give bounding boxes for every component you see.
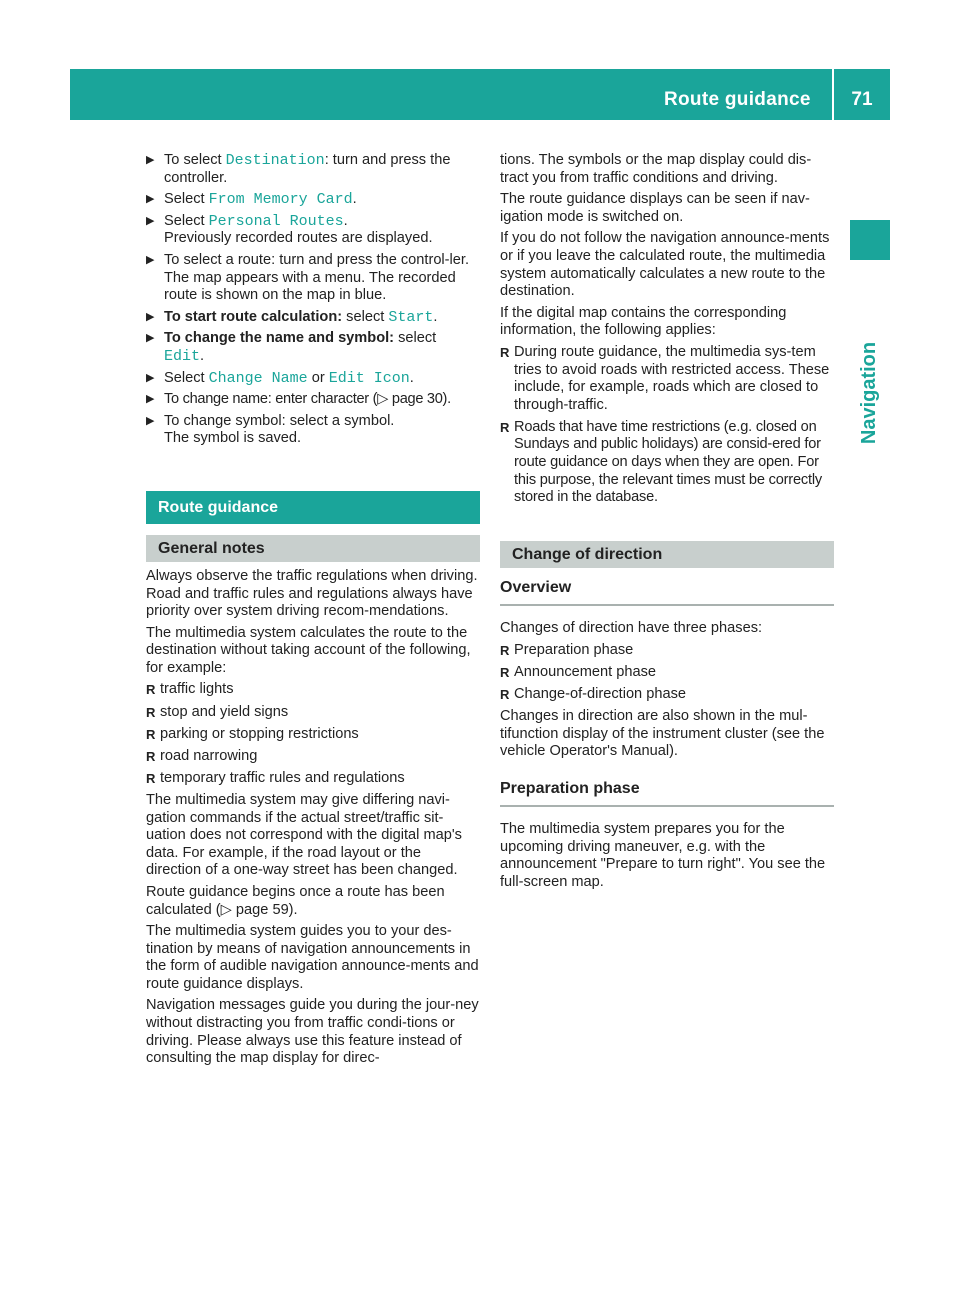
list-item: R During route guidance, the multimedia sys-tem tries to avoid roads with restricted access. These include, for example, roads which are closed to through-traffic. [500, 343, 830, 413]
paragraph: Changes in direction are also shown in the mul-tifunction display of the instrument cluster (see the vehicle Operator's Manual). [500, 708, 825, 760]
list-item: R parking or stopping restrictions [146, 725, 359, 742]
side-tab-label: Navigation [858, 341, 880, 445]
subsection-heading: Preparation phase [500, 779, 834, 807]
arrow-icon: ▶ [146, 310, 155, 323]
bullet-icon: R [500, 664, 510, 680]
step-result: The map appears with a menu. The recorded route is shown on the map in blue. [164, 269, 456, 304]
bullet-icon: R [500, 419, 510, 435]
page-number: 71 [851, 89, 873, 110]
list-item: R Announcement phase [500, 663, 656, 680]
step-result: Previously recorded routes are displayed. [164, 230, 433, 247]
step: ▶ To select Destination: turn and press the controller. [146, 152, 451, 186]
section-heading: Change of direction [500, 541, 834, 568]
bullet-icon: R [146, 770, 156, 786]
paragraph: The multimedia system guides you to your des-tination by means of navigation announcements in the form of audible navigation announce-ments and route guidance displays. [146, 923, 479, 992]
menu-item-personal-routes: Personal Routes [208, 212, 344, 230]
menu-item-from-memory-card: From Memory Card [208, 191, 353, 209]
arrow-icon: ▶ [146, 371, 155, 384]
paragraph: Navigation messages guide you during the jour-ney without distracting you from traffic condi-tions or driving. Please always use this feature instead of consulting the map display for direc- [146, 997, 479, 1067]
paragraph: If the digital map contains the corresponding information, the following applies: [500, 304, 787, 339]
bullet-icon: R [500, 642, 510, 658]
step: ▶ To change the name and symbol: select Edit. [146, 330, 437, 365]
list-item: R Roads that have time restrictions (e.g. closed on Sundays and public holidays) are consid-ered for route guidance on days when they are open. For this purpose, the relevant times must be correctly stored in the database. [500, 418, 822, 506]
arrow-icon: ▶ [146, 393, 155, 406]
arrow-icon: ▶ [146, 253, 155, 266]
menu-item-edit-icon: Edit Icon [328, 369, 410, 387]
bullet-icon: R [146, 682, 156, 698]
right-column [500, 152, 834, 895]
step: ▶ Select Personal Routes. Previously recorded routes are displayed. [146, 212, 433, 247]
menu-item-destination: Destination [225, 152, 325, 169]
bullet-icon: R [500, 344, 510, 360]
paragraph: The route guidance displays can be seen if nav-igation mode is switched on. [500, 191, 810, 225]
paragraph: If you do not follow the navigation announce-ments or if you leave the calculated route, the multimedia system automatically calculates a new route to the destination. [500, 230, 830, 300]
menu-item-start: Start [388, 308, 434, 326]
bullet-icon: R [146, 726, 156, 742]
paragraph: The multimedia system prepares you for the upcoming driving maneuver, e.g. with the announcement "Prepare to turn right". You see the full-screen map. [500, 820, 826, 890]
page-reference[interactable]: page 30). [388, 391, 451, 408]
left-column [146, 152, 480, 1072]
step-result: The symbol is saved. [164, 430, 302, 447]
page-reference-icon: ▷ [377, 391, 389, 408]
side-tab-marker [850, 220, 890, 260]
section-heading: Route guidance [146, 491, 480, 524]
step: ▶ Select Change Name or Edit Icon. [146, 369, 414, 387]
arrow-icon: ▶ [146, 414, 155, 427]
list-item: R Preparation phase [500, 641, 634, 658]
bullet-icon: R [146, 704, 156, 720]
arrow-icon: ▶ [146, 214, 155, 227]
list-item: R temporary traffic rules and regulations [146, 769, 405, 786]
menu-item-edit: Edit [164, 347, 201, 365]
paragraph: Changes of direction have three phases: [500, 620, 763, 637]
bullet-icon: R [146, 748, 156, 764]
page-reference-icon: ▷ [220, 901, 232, 918]
subsection-heading: General notes [146, 535, 480, 562]
list-item: R Change-of-direction phase [500, 686, 686, 703]
step: ▶ To start route calculation: select Start. [146, 308, 438, 326]
list-item: R stop and yield signs [146, 703, 289, 720]
bullet-icon: R [500, 687, 510, 703]
page-reference[interactable]: page 59). [231, 901, 298, 918]
paragraph: The multimedia system calculates the route to the destination without taking account of the following, for example: [146, 624, 471, 676]
arrow-icon: ▶ [146, 154, 155, 166]
menu-item-change-name: Change Name [208, 369, 308, 387]
paragraph: Always observe the traffic regulations when driving. Road and traffic rules and regulations always have priority over system driving recom-mendations. [146, 567, 478, 620]
side-tab [849, 293, 889, 493]
step: ▶ To change name: enter character (▷ page 30). [146, 391, 451, 408]
paragraph: The multimedia system may give differing navi-gation commands if the actual street/traffic sit-uation does not correspond with the digital map's data. For example, if the road layout or the direction of a one-way street has been changed. [146, 791, 462, 879]
paragraph: tions. The symbols or the map display could dis-tract you from traffic conditions and driving. [500, 152, 812, 186]
list-item: R traffic lights [146, 681, 234, 698]
arrow-icon: ▶ [146, 332, 155, 345]
subsection-heading: Overview [500, 578, 834, 606]
step: ▶ To select a route: turn and press the control-ler. The map appears with a menu. The recorded route is shown on the map in blue. [146, 251, 470, 304]
step: ▶ Select From Memory Card. [146, 191, 357, 209]
list-item: R road narrowing [146, 747, 258, 764]
step: ▶ To change symbol: select a symbol. The symbol is saved. [146, 412, 395, 447]
paragraph: Route guidance begins once a route has been calculated (▷ page 59). [146, 883, 445, 918]
header-title: Route guidance [664, 89, 811, 110]
arrow-icon: ▶ [146, 193, 155, 206]
